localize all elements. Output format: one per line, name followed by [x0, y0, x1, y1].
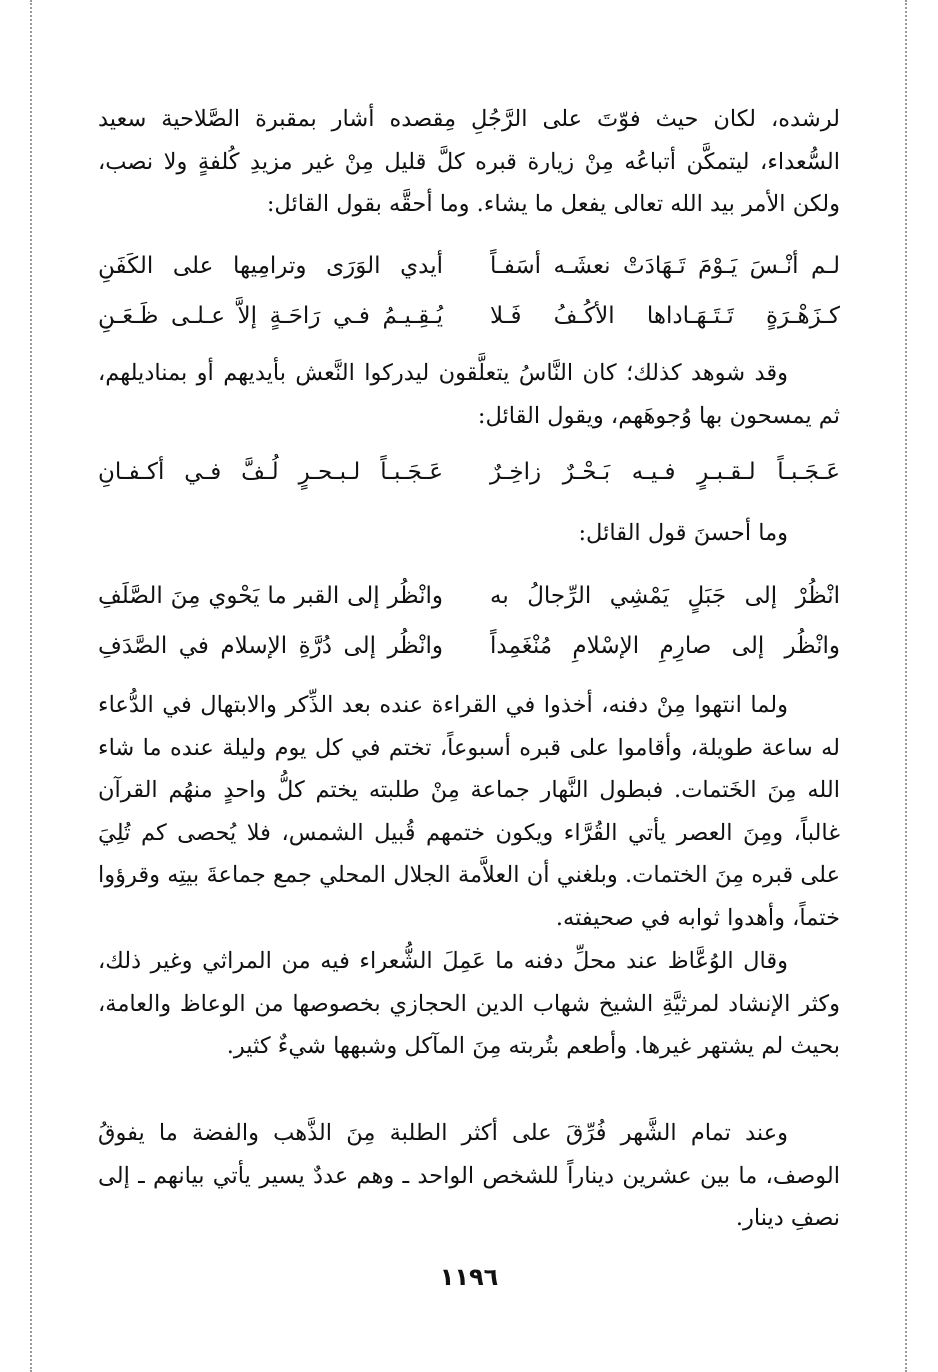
page-number: ١١٩٦	[439, 1263, 499, 1291]
paragraph-text: لرشده، لكان حيث فوّتَ على الرَّجُلِ مِقصده أشار بمقبرة الصَّلاحية سعيد السُّعداء، ليتمكَّن أتباعُه مِنْ زيارة قبره كلَّ قليل مِنْ غير مزيدِ كُلفةٍ ولا نصب، ولكن الأمر بيد الله تعالى يفعل ما يشاء. وما أحقَّه بقول القائل:	[98, 106, 840, 217]
margin-dotted-line-left	[30, 0, 32, 1372]
paragraph-6	[98, 1112, 840, 1240]
verse-line-5	[98, 622, 840, 670]
paragraph-3: وما أحسنَ قول القائل:	[578, 520, 788, 546]
paragraph-4	[98, 684, 840, 939]
paragraph-1	[98, 98, 840, 226]
verse-hemistich: لـم أنْـسَ يَـوْمَ تَـهَادَتْ نعشَـه أسَفـاً	[490, 253, 840, 279]
paragraph-5	[98, 940, 840, 1068]
verse-line-2	[98, 292, 840, 340]
verse-hemistich: أيدي الوَرَى وترامِيها على الكَفَنِ	[98, 253, 443, 279]
verse-line-3	[98, 448, 840, 496]
paragraph-text: ولما انتهوا مِنْ دفنه، أخذوا في القراءة عنده بعد الذِّكر والابتهال في الدُّعاء له ساعة طويلة، وأقاموا على قبره أسبوعاً، تختم في كل يوم وليلة عنده ما شاء الله مِنَ الخَتمات. فبطول النَّهار جماعة مِنْ طلبته يختم كلُّ واحدٍ منهُم القرآن غالباً، ومِنَ العصر يأتي القُرَّاء ويكون ختمهم قُبيل الشمس، فلا يُحصى كم تُلِيَ على قبره مِنَ الختمات. وبلغني أن العلاَّمة الجلال المحلي جمع جماعةَ بيتِه وقرؤوا ختماً، وأهدوا ثوابه في صحيفته.	[98, 692, 840, 931]
verse-hemistich: يُـقِـيـمُ فـي رَاحَـةٍ إلاَّ عـلـى ظَـعَـنِ	[98, 303, 443, 329]
verse-hemistich: وانْظُر إلى صارِمِ الإسْلامِ مُنْغَمِداً	[490, 633, 840, 659]
verse-hemistich: وانْظُر إلى دُرَّةِ الإسلام في الصَّدَفِ	[98, 633, 443, 659]
verse-hemistich: كـزَهْـرَةٍ تَـتَـهَـاداها الأكُـفُ فَـلا	[490, 303, 840, 329]
verse-hemistich: وانْظُر إلى القبر ما يَحْوي مِنَ الصَّلَفِ	[98, 583, 443, 609]
paragraph-text: وقد شوهد كذلك؛ كان النَّاسُ يتعلَّقون ليدركوا النَّعش بأيديهم أو بمناديلهم، ثم يمسحون بها وُجوهَهم، ويقول القائل:	[98, 360, 840, 429]
verse-hemistich: عَـجَـبـاً لـبـحـرٍ لُـفَّ فـي أكـفـانِ	[98, 459, 443, 485]
paragraph-text: وعند تمام الشَّهر فُرِّقَ على أكثر الطلبة مِنَ الذَّهب والفضة ما يفوقُ الوصف، ما بين عشرين ديناراً للشخص الواحد ـ وهم عددٌ يسير يأتي بيانهم ـ إلى نصفِ دينار.	[98, 1120, 840, 1231]
verse-line-4	[98, 572, 840, 620]
paragraph-2	[98, 352, 840, 437]
verse-line-1	[98, 242, 840, 290]
paragraph-text: وقال الوُعَّاظ عند محلِّ دفنه ما عَمِلَ الشُّعراء فيه من المراثي وغير ذلك، وكثر الإنشاد لمرثيَّةِ الشيخ شهاب الدين الحجازي بخصوصها من الوعاظ والعامة، بحيث لم يشتهر غيرها. وأطعم بتُربته مِنَ المآكل وشبهها شيءٌ كثير.	[98, 948, 840, 1059]
verse-hemistich: انْظُرْ إلى جَبَلٍ يَمْشِي الرِّجالُ به	[490, 583, 840, 609]
verse-hemistich: عَـجَـبـاً لـقـبـرٍ فـيـه بَـحْـرٌ زاخِـرٌ	[490, 459, 840, 485]
margin-dotted-line-right	[905, 0, 907, 1372]
